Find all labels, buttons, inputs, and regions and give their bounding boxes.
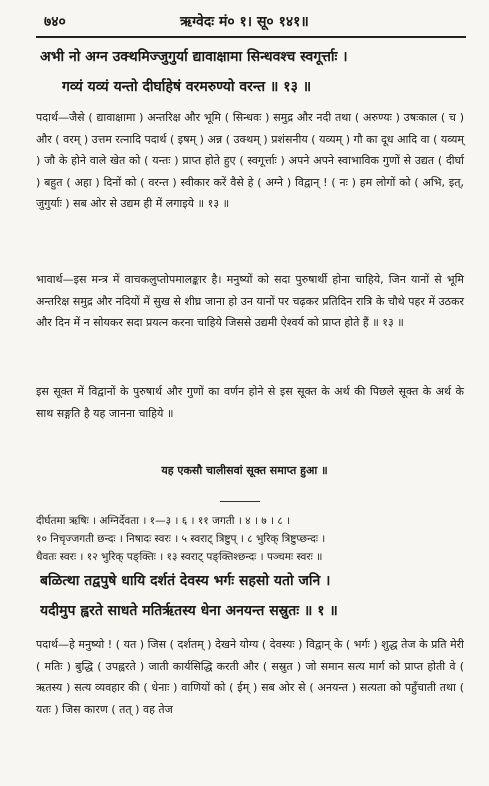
section-divider: [220, 501, 260, 502]
bhavartha-13-paragraph: [36, 269, 464, 334]
mantra-13-line-2: गव्यं यव्यं यन्तो दीर्घाहेषं वरमरुण्यो वरन्त ॥ १३ ॥: [62, 79, 312, 95]
rishi-devata-chhanda-block: [36, 512, 464, 566]
header-rule: [36, 36, 466, 38]
sukta-summary-text: इस सूक्त में विद्वानों के पुरुषार्थ और गुणों का वर्णन होने से इस सूक्त के अर्थ की पिछले सूक्त के अर्थ के साथ सङ्गति है यह जानना चाहिये ॥: [36, 385, 464, 420]
mantra-13-line-1: अभी नो अग्न उक्थमिज्जुगुर्या द्यावाक्षामा सिन्धवश्च स्वगूर्त्ताः ।: [40, 49, 348, 65]
metadata-line-2: १० निचृज्जगती छन्दः । निषादः स्वरः । ५ स्वराट् त्रिष्टुप् । ८ भुरिक् त्रिष्टुप्छन्दः ।: [36, 533, 326, 545]
padartha-1-text: पदार्थ—हे मनुष्यो ! ( यत ) जिस ( दर्शतम् ) देखने योग्य ( देवस्यः ) विद्वान् के ( भर्गः ) शुद्ध तेज के प्रति मेरी ( मतिः ) बुद्धि ( उपह्वरते ) जाती कार्यसिद्धि करती और ( सस्रुत ) जो समान सत्य मार्ग को प्राप्त होती वे ( ऋतस्य ) सत्य व्यवहार की ( धेनाः ) वाणियों को ( ईम् ) सब ओर से ( अनयन्त ) सत्यता को पहुँचाती तथा ( यतः ) जिस कारण ( तत् ) वह तेज: [36, 638, 464, 716]
sukta-completion-note: यह एकसौ चालीसवां सूक्त समाप्त हुआ ॥: [161, 464, 328, 477]
padartha-1-paragraph: [36, 634, 464, 786]
mantra-1-line-1: बळित्था तद्वपुषे धायि दर्शतं देवस्य भर्गः सहसो यतो जनि ।: [40, 573, 331, 589]
padartha-13-paragraph: [36, 107, 464, 215]
bhavartha-13-text: भावार्थ—इस मन्त्र में वाचकलुप्तोपमालङ्कार है। मनुष्यों को सदा पुरुषार्थी होना चाहिये, जिन यानों से भूमि अन्तरिक्ष समुद्र और नदियों में सुख से शीघ्र जाना हो उन यानों पर चढ़कर प्रतिदिन रात्रि के चौथे पहर में उठकर और दिन में न सोयकर सदा प्रयत्न करना चाहिये जिससे उद्यमी ऐश्वर्य को प्राप्त होते हैं ॥ १३ ॥: [36, 273, 464, 329]
metadata-line-3: धैवतः स्वरः । १२ भुरिक् पङ्क्तिः । १३ स्वराट् पङ्क्तिश्छन्दः । पञ्चमः स्वरः ॥: [36, 551, 323, 563]
page-number: ७४०: [44, 14, 66, 30]
padartha-13-text: पदार्थ—जैसे ( द्यावाक्षामा ) अन्तरिक्ष और भूमि ( सिन्धवः ) समुद्र और नदी तथा ( अरुण्यः ) उषःकाल ( च ) और ( वरम् ) उत्तम रत्नादि पदार्थ ( इषम् ) अन्न ( उक्थम् ) प्रशंसनीय ( यव्यम् ) गौ का दूध आदि वा ( यव्यम् ) जौ के होने वाले खेत को ( यन्तः ) प्राप्त होते हुए ( स्वगूर्त्ताः ) अपने अपने स्वाभाविक गुणों से उद्यत ( दीर्घा ) बहुत ( अहा ) दिनों को ( वरन्त ) स्वीकार करें वैसे हे ( अग्ने ) विद्वान् ! ( नः ) हम लोगों को ( अभि, इत्, जुगुर्याः ) सब ओर से उद्यम ही में लगाइये ॥ १३ ॥: [36, 111, 464, 210]
running-title: ऋग्वेदः मं० १। सू० १४१॥: [180, 14, 309, 30]
metadata-line-1: दीर्घतमा ऋषिः । अग्निर्देवता । १—३ । ६ । ११ जगती । ४ । ७ । ८ ।: [36, 515, 291, 527]
mantra-1-line-2: यदीमुप ह्वरते साधते मतिर्ऋतस्य धेना अनयन्त सस्रुतः ॥ १ ॥: [40, 603, 338, 619]
sukta-summary-paragraph: [36, 381, 464, 424]
